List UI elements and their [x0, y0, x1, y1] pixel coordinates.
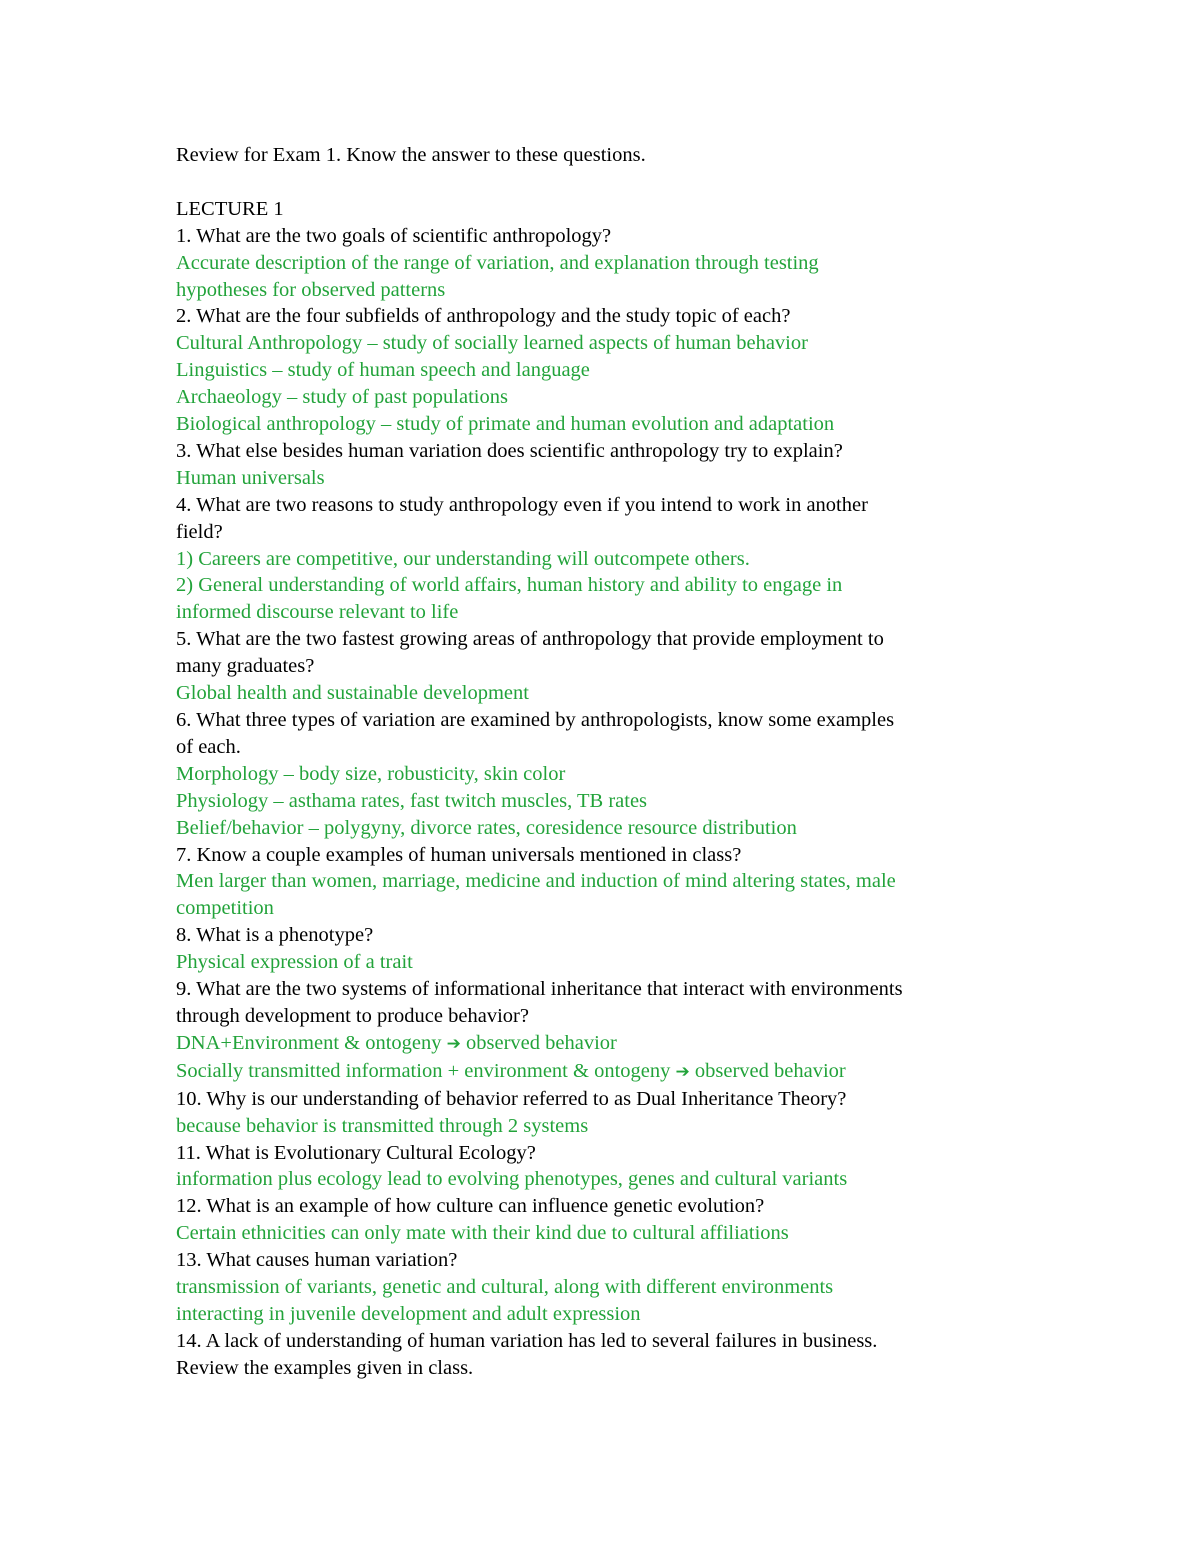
arrow-right-icon: ➔ [675, 1061, 690, 1082]
answer-line: competition [176, 897, 274, 920]
question-line: 7. Know a couple examples of human universals mentioned in class? [176, 843, 742, 866]
answer-line: Morphology – body size, robusticity, skin color [176, 762, 566, 785]
answer-line: Archaeology – study of past populations [176, 386, 508, 409]
question-line: 13. What causes human variation? [176, 1249, 458, 1272]
answer-line: because behavior is transmitted through 2 systems [176, 1114, 589, 1137]
answer-line: Physical expression of a trait [176, 951, 413, 974]
blank-line [176, 169, 1026, 196]
question-line: 4. What are two reasons to study anthropology even if you intend to work in another [176, 493, 868, 516]
answer-line: Belief/behavior – polygyny, divorce rates, coresidence resource distribution [176, 816, 797, 839]
answer-line: Human universals [176, 466, 325, 489]
question-line: 1. What are the two goals of scientific anthropology? [176, 224, 612, 247]
answer-line [176, 1030, 1026, 1058]
answer-line: 1) Careers are competitive, our understanding will outcompete others. [176, 547, 750, 570]
answer-line: hypotheses for observed patterns [176, 278, 446, 301]
answer-line: Physiology – asthama rates, fast twitch muscles, TB rates [176, 789, 648, 812]
question-line: 12. What is an example of how culture can influence genetic evolution? [176, 1195, 765, 1218]
question-answer-list [176, 223, 1026, 1382]
answer-text: Socially transmitted information + environment & ontogeny [176, 1059, 676, 1082]
question-line: 11. What is Evolutionary Cultural Ecology? [176, 1141, 536, 1164]
answer-text: observed behavior [460, 1031, 617, 1054]
answer-line: 2) General understanding of world affairs, human history and ability to engage in [176, 574, 843, 597]
answer-line: Accurate description of the range of variation, and explanation through testing [176, 251, 819, 274]
question-line: 10. Why is our understanding of behavior referred to as Dual Inheritance Theory? [176, 1087, 847, 1110]
answer-line: Linguistics – study of human speech and language [176, 359, 590, 382]
answer-line: transmission of variants, genetic and cultural, along with different environments [176, 1276, 834, 1299]
question-line: field? [176, 520, 223, 543]
question-line: 14. A lack of understanding of human variation has led to several failures in business. [176, 1329, 878, 1352]
answer-line: information plus ecology lead to evolving phenotypes, genes and cultural variants [176, 1168, 848, 1191]
question-line: 8. What is a phenotype? [176, 924, 374, 947]
answer-line: Certain ethnicities can only mate with their kind due to cultural affiliations [176, 1222, 789, 1245]
section-heading: LECTURE 1 [176, 197, 284, 220]
answer-line: interacting in juvenile development and adult expression [176, 1302, 641, 1325]
question-line: 6. What three types of variation are examined by anthropologists, know some examples [176, 709, 895, 732]
answer-line [176, 1058, 1026, 1086]
question-line: Review the examples given in class. [176, 1356, 474, 1379]
question-line: 3. What else besides human variation does scientific anthropology try to explain? [176, 439, 843, 462]
answer-line: Biological anthropology – study of primate and human evolution and adaptation [176, 413, 835, 436]
question-line: of each. [176, 735, 241, 758]
document-page [176, 142, 1026, 1382]
answer-text: DNA+Environment & ontogeny [176, 1031, 447, 1054]
question-line: 2. What are the four subfields of anthropology and the study topic of each? [176, 305, 791, 328]
answer-text: observed behavior [689, 1059, 846, 1082]
answer-line: Men larger than women, marriage, medicine and induction of mind altering states, male [176, 870, 896, 893]
arrow-right-icon: ➔ [446, 1033, 461, 1054]
question-line: 9. What are the two systems of informational inheritance that interact with environments [176, 978, 903, 1001]
answer-line: informed discourse relevant to life [176, 601, 459, 624]
question-line: through development to produce behavior? [176, 1004, 529, 1027]
answer-line: Global health and sustainable development [176, 682, 529, 705]
document-header: Review for Exam 1. Know the answer to these questions. [176, 144, 646, 166]
question-line: many graduates? [176, 655, 315, 678]
answer-line: Cultural Anthropology – study of socially learned aspects of human behavior [176, 332, 808, 355]
question-line: 5. What are the two fastest growing areas of anthropology that provide employment to [176, 628, 884, 651]
